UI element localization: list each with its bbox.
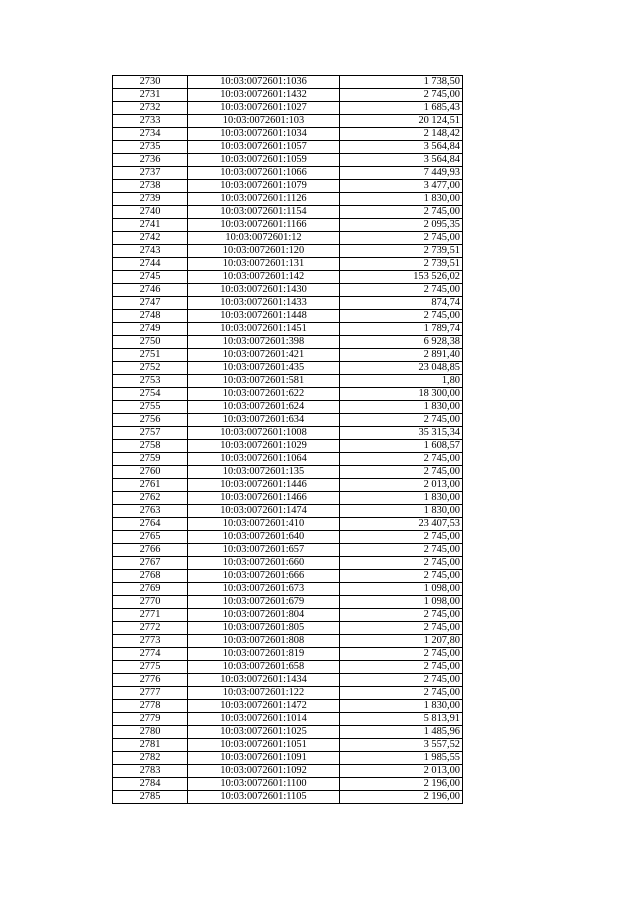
cadastral-number-cell: 10:03:0072601:1034 (188, 128, 340, 141)
row-number-cell: 2751 (113, 349, 188, 362)
table-row (113, 245, 463, 258)
table-row (113, 232, 463, 245)
cadastral-number-cell: 10:03:0072601:435 (188, 362, 340, 375)
row-number-cell: 2750 (113, 336, 188, 349)
value-cell: 2 745,00 (340, 661, 463, 674)
table-row (113, 258, 463, 271)
table-row (113, 583, 463, 596)
row-number-cell: 2731 (113, 89, 188, 102)
value-cell: 1 207,80 (340, 635, 463, 648)
value-cell: 7 449,93 (340, 167, 463, 180)
value-cell: 2 745,00 (340, 414, 463, 427)
row-number-cell: 2760 (113, 466, 188, 479)
cadastral-number-cell: 10:03:0072601:410 (188, 518, 340, 531)
table-row (113, 674, 463, 687)
value-cell: 6 928,38 (340, 336, 463, 349)
table-row (113, 531, 463, 544)
table-row (113, 297, 463, 310)
table-row (113, 661, 463, 674)
value-cell: 1 608,57 (340, 440, 463, 453)
value-cell: 874,74 (340, 297, 463, 310)
cadastral-number-cell: 10:03:0072601:660 (188, 557, 340, 570)
table-row (113, 141, 463, 154)
row-number-cell: 2771 (113, 609, 188, 622)
table-row (113, 635, 463, 648)
table-row (113, 284, 463, 297)
value-cell: 1 830,00 (340, 492, 463, 505)
cadastral-number-cell: 10:03:0072601:1092 (188, 765, 340, 778)
value-cell: 1 789,74 (340, 323, 463, 336)
value-cell: 2 745,00 (340, 89, 463, 102)
cadastral-number-cell: 10:03:0072601:120 (188, 245, 340, 258)
cadastral-number-cell: 10:03:0072601:1105 (188, 791, 340, 804)
row-number-cell: 2753 (113, 375, 188, 388)
cadastral-number-cell: 10:03:0072601:135 (188, 466, 340, 479)
cadastral-number-cell: 10:03:0072601:1066 (188, 167, 340, 180)
value-cell: 2 745,00 (340, 570, 463, 583)
table-row (113, 271, 463, 284)
cadastral-number-cell: 10:03:0072601:1166 (188, 219, 340, 232)
row-number-cell: 2743 (113, 245, 188, 258)
table-row (113, 453, 463, 466)
table-row (113, 726, 463, 739)
value-cell: 2 196,00 (340, 791, 463, 804)
value-cell: 2 745,00 (340, 310, 463, 323)
value-cell: 2 739,51 (340, 245, 463, 258)
cadastral-number-cell: 10:03:0072601:804 (188, 609, 340, 622)
table-row (113, 557, 463, 570)
cadastral-number-cell: 10:03:0072601:142 (188, 271, 340, 284)
value-cell: 1 098,00 (340, 596, 463, 609)
value-cell: 2 745,00 (340, 557, 463, 570)
row-number-cell: 2736 (113, 154, 188, 167)
table-row (113, 154, 463, 167)
cadastral-number-cell: 10:03:0072601:581 (188, 375, 340, 388)
table-row (113, 570, 463, 583)
row-number-cell: 2754 (113, 388, 188, 401)
value-cell: 35 315,34 (340, 427, 463, 440)
cadastral-number-cell: 10:03:0072601:1466 (188, 492, 340, 505)
table-row (113, 713, 463, 726)
value-cell: 2 148,42 (340, 128, 463, 141)
table-row (113, 115, 463, 128)
row-number-cell: 2733 (113, 115, 188, 128)
table-row (113, 778, 463, 791)
table-row (113, 349, 463, 362)
row-number-cell: 2747 (113, 297, 188, 310)
table-row (113, 102, 463, 115)
value-cell: 20 124,51 (340, 115, 463, 128)
cadastral-number-cell: 10:03:0072601:12 (188, 232, 340, 245)
table-row (113, 700, 463, 713)
cadastral-number-cell: 10:03:0072601:679 (188, 596, 340, 609)
table-row (113, 76, 463, 89)
cadastral-number-cell: 10:03:0072601:624 (188, 401, 340, 414)
row-number-cell: 2738 (113, 180, 188, 193)
table-row (113, 479, 463, 492)
table-row (113, 323, 463, 336)
table-row (113, 128, 463, 141)
table-row (113, 505, 463, 518)
cadastral-number-cell: 10:03:0072601:1472 (188, 700, 340, 713)
value-cell: 2 745,00 (340, 674, 463, 687)
table-row (113, 492, 463, 505)
cadastral-number-cell: 10:03:0072601:1036 (188, 76, 340, 89)
value-cell: 23 048,85 (340, 362, 463, 375)
row-number-cell: 2774 (113, 648, 188, 661)
row-number-cell: 2758 (113, 440, 188, 453)
cadastral-number-cell: 10:03:0072601:1100 (188, 778, 340, 791)
value-cell: 18 300,00 (340, 388, 463, 401)
table-row (113, 336, 463, 349)
table-row (113, 388, 463, 401)
value-cell: 1 830,00 (340, 700, 463, 713)
value-cell: 3 564,84 (340, 141, 463, 154)
value-cell: 2 745,00 (340, 544, 463, 557)
value-cell: 2 745,00 (340, 648, 463, 661)
cadastral-number-cell: 10:03:0072601:634 (188, 414, 340, 427)
cadastral-number-cell: 10:03:0072601:1064 (188, 453, 340, 466)
cadastral-number-cell: 10:03:0072601:1079 (188, 180, 340, 193)
table-body (113, 76, 463, 804)
value-cell: 1 830,00 (340, 401, 463, 414)
cadastral-number-cell: 10:03:0072601:1059 (188, 154, 340, 167)
row-number-cell: 2740 (113, 206, 188, 219)
value-cell: 2 013,00 (340, 765, 463, 778)
cadastral-number-cell: 10:03:0072601:1430 (188, 284, 340, 297)
cadastral-value-table (112, 75, 463, 804)
row-number-cell: 2775 (113, 661, 188, 674)
cadastral-number-cell: 10:03:0072601:1091 (188, 752, 340, 765)
table-row (113, 401, 463, 414)
cadastral-number-cell: 10:03:0072601:1027 (188, 102, 340, 115)
cadastral-number-cell: 10:03:0072601:657 (188, 544, 340, 557)
table-row (113, 362, 463, 375)
row-number-cell: 2741 (113, 219, 188, 232)
table-row (113, 739, 463, 752)
value-cell: 1,80 (340, 375, 463, 388)
cadastral-number-cell: 10:03:0072601:398 (188, 336, 340, 349)
table-row (113, 427, 463, 440)
row-number-cell: 2780 (113, 726, 188, 739)
table-row (113, 206, 463, 219)
row-number-cell: 2734 (113, 128, 188, 141)
row-number-cell: 2748 (113, 310, 188, 323)
row-number-cell: 2737 (113, 167, 188, 180)
value-cell: 1 098,00 (340, 583, 463, 596)
row-number-cell: 2776 (113, 674, 188, 687)
row-number-cell: 2756 (113, 414, 188, 427)
row-number-cell: 2783 (113, 765, 188, 778)
row-number-cell: 2769 (113, 583, 188, 596)
value-cell: 2 745,00 (340, 466, 463, 479)
table-row (113, 622, 463, 635)
table-row (113, 791, 463, 804)
value-cell: 2 196,00 (340, 778, 463, 791)
row-number-cell: 2762 (113, 492, 188, 505)
value-cell: 1 685,43 (340, 102, 463, 115)
value-cell: 2 745,00 (340, 531, 463, 544)
table-row (113, 414, 463, 427)
table-row (113, 596, 463, 609)
row-number-cell: 2752 (113, 362, 188, 375)
row-number-cell: 2730 (113, 76, 188, 89)
cadastral-number-cell: 10:03:0072601:658 (188, 661, 340, 674)
row-number-cell: 2779 (113, 713, 188, 726)
cadastral-number-cell: 10:03:0072601:666 (188, 570, 340, 583)
cadastral-number-cell: 10:03:0072601:1432 (188, 89, 340, 102)
table-row (113, 219, 463, 232)
table-row (113, 518, 463, 531)
value-cell: 2 745,00 (340, 622, 463, 635)
cadastral-number-cell: 10:03:0072601:1154 (188, 206, 340, 219)
value-cell: 2 745,00 (340, 232, 463, 245)
table-row (113, 375, 463, 388)
row-number-cell: 2781 (113, 739, 188, 752)
table-row (113, 180, 463, 193)
cadastral-number-cell: 10:03:0072601:622 (188, 388, 340, 401)
row-number-cell: 2773 (113, 635, 188, 648)
row-number-cell: 2739 (113, 193, 188, 206)
value-cell: 1 830,00 (340, 505, 463, 518)
table-row (113, 193, 463, 206)
value-cell: 2 745,00 (340, 206, 463, 219)
row-number-cell: 2742 (113, 232, 188, 245)
row-number-cell: 2768 (113, 570, 188, 583)
row-number-cell: 2777 (113, 687, 188, 700)
cadastral-number-cell: 10:03:0072601:1448 (188, 310, 340, 323)
cadastral-number-cell: 10:03:0072601:103 (188, 115, 340, 128)
row-number-cell: 2746 (113, 284, 188, 297)
row-number-cell: 2757 (113, 427, 188, 440)
cadastral-number-cell: 10:03:0072601:1029 (188, 440, 340, 453)
row-number-cell: 2749 (113, 323, 188, 336)
cadastral-number-cell: 10:03:0072601:1025 (188, 726, 340, 739)
table-row (113, 466, 463, 479)
cadastral-number-cell: 10:03:0072601:1434 (188, 674, 340, 687)
row-number-cell: 2759 (113, 453, 188, 466)
cadastral-number-cell: 10:03:0072601:1051 (188, 739, 340, 752)
row-number-cell: 2735 (113, 141, 188, 154)
table-row (113, 310, 463, 323)
cadastral-number-cell: 10:03:0072601:1126 (188, 193, 340, 206)
table-row (113, 89, 463, 102)
value-cell: 2 739,51 (340, 258, 463, 271)
value-cell: 2 745,00 (340, 609, 463, 622)
row-number-cell: 2745 (113, 271, 188, 284)
value-cell: 2 745,00 (340, 284, 463, 297)
cadastral-number-cell: 10:03:0072601:1474 (188, 505, 340, 518)
row-number-cell: 2785 (113, 791, 188, 804)
row-number-cell: 2765 (113, 531, 188, 544)
table-row (113, 440, 463, 453)
value-cell: 153 526,02 (340, 271, 463, 284)
value-cell: 23 407,53 (340, 518, 463, 531)
row-number-cell: 2764 (113, 518, 188, 531)
cadastral-number-cell: 10:03:0072601:122 (188, 687, 340, 700)
cadastral-number-cell: 10:03:0072601:673 (188, 583, 340, 596)
value-cell: 3 557,52 (340, 739, 463, 752)
cadastral-number-cell: 10:03:0072601:1057 (188, 141, 340, 154)
cadastral-number-cell: 10:03:0072601:819 (188, 648, 340, 661)
table-row (113, 687, 463, 700)
value-cell: 3 564,84 (340, 154, 463, 167)
cadastral-number-cell: 10:03:0072601:1451 (188, 323, 340, 336)
value-cell: 2 745,00 (340, 453, 463, 466)
row-number-cell: 2772 (113, 622, 188, 635)
cadastral-number-cell: 10:03:0072601:1008 (188, 427, 340, 440)
row-number-cell: 2761 (113, 479, 188, 492)
row-number-cell: 2766 (113, 544, 188, 557)
row-number-cell: 2770 (113, 596, 188, 609)
table-row (113, 544, 463, 557)
row-number-cell: 2784 (113, 778, 188, 791)
value-cell: 1 485,96 (340, 726, 463, 739)
value-cell: 3 477,00 (340, 180, 463, 193)
value-cell: 2 745,00 (340, 687, 463, 700)
table-row (113, 167, 463, 180)
cadastral-number-cell: 10:03:0072601:805 (188, 622, 340, 635)
value-cell: 5 813,91 (340, 713, 463, 726)
value-cell: 2 095,35 (340, 219, 463, 232)
value-cell: 2 891,40 (340, 349, 463, 362)
row-number-cell: 2763 (113, 505, 188, 518)
row-number-cell: 2755 (113, 401, 188, 414)
table-row (113, 765, 463, 778)
value-cell: 1 738,50 (340, 76, 463, 89)
row-number-cell: 2782 (113, 752, 188, 765)
cadastral-number-cell: 10:03:0072601:808 (188, 635, 340, 648)
cadastral-number-cell: 10:03:0072601:1014 (188, 713, 340, 726)
cadastral-number-cell: 10:03:0072601:421 (188, 349, 340, 362)
row-number-cell: 2767 (113, 557, 188, 570)
value-cell: 2 013,00 (340, 479, 463, 492)
row-number-cell: 2778 (113, 700, 188, 713)
table-row (113, 648, 463, 661)
value-cell: 1 985,55 (340, 752, 463, 765)
cadastral-number-cell: 10:03:0072601:131 (188, 258, 340, 271)
row-number-cell: 2732 (113, 102, 188, 115)
cadastral-number-cell: 10:03:0072601:640 (188, 531, 340, 544)
value-cell: 1 830,00 (340, 193, 463, 206)
cadastral-number-cell: 10:03:0072601:1446 (188, 479, 340, 492)
row-number-cell: 2744 (113, 258, 188, 271)
cadastral-number-cell: 10:03:0072601:1433 (188, 297, 340, 310)
table-row (113, 609, 463, 622)
table-row (113, 752, 463, 765)
